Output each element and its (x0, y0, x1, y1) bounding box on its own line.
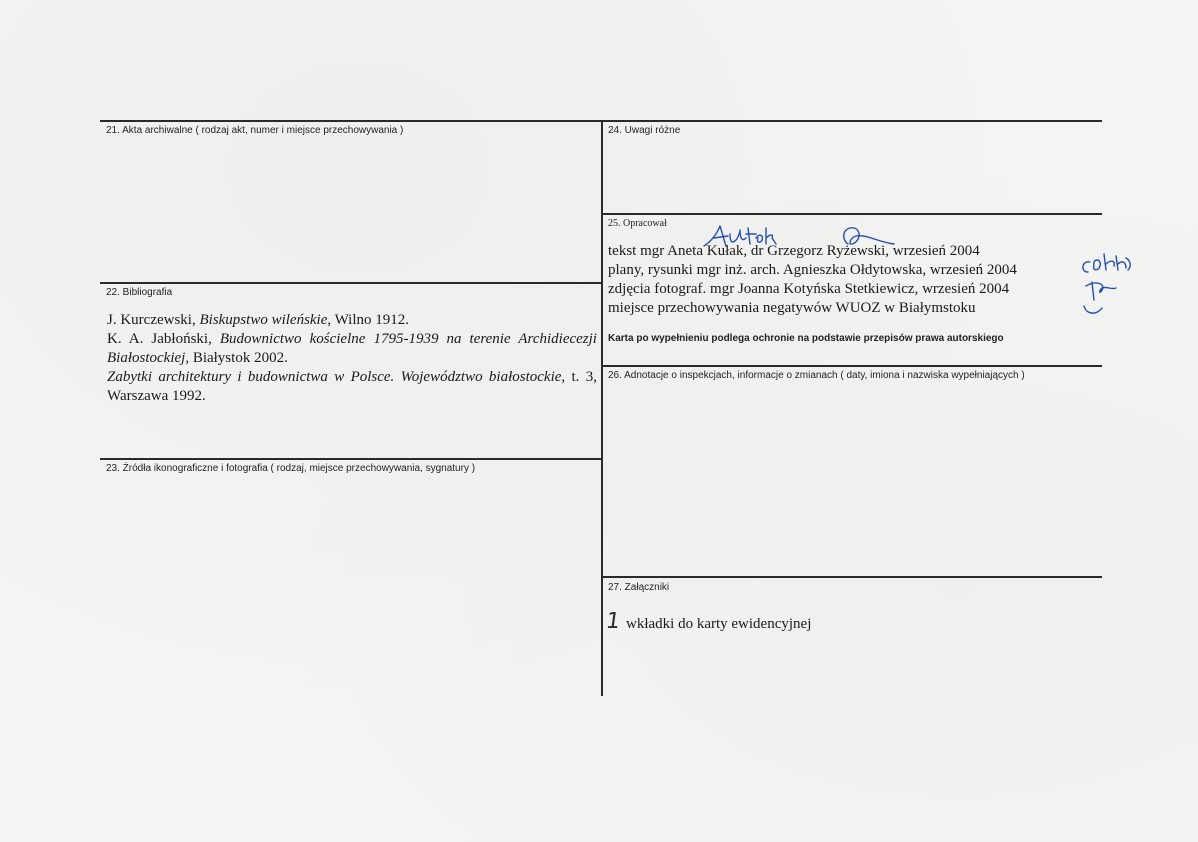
bibliography-list (107, 311, 597, 406)
section-23-title: 23. Źródła ikonograficzne i fotografia ( rodzaj, miejsce przechowywania, sygnatury ) (106, 463, 476, 474)
column-divider (601, 120, 603, 696)
signature-oldytowska (1076, 250, 1136, 320)
signature-ryzewski (838, 224, 898, 250)
attachment-text: wkładki do karty ewidencyjnej (626, 616, 812, 632)
section-27-title: 27. Załączniki (608, 582, 670, 593)
section-26-title: 26. Adnotacje o inspekcjach, informacje o zmianach ( daty, imiona i nazwiska wypełniających ) (608, 370, 1025, 381)
rule-s27-top (602, 576, 1102, 578)
section-22-title: 22. Bibliografia (106, 287, 173, 298)
rule-s26-top (602, 365, 1102, 367)
attachment-count: 1 (604, 609, 622, 634)
prepared-line-negatives: miejsce przechowywania negatywów WUOZ w Białymstoku (608, 300, 976, 316)
rule-s25-top (602, 213, 1102, 215)
prepared-line-drawings: plany, rysunki mgr inż. arch. Agnieszka Ołdytowska, wrzesień 2004 (608, 262, 1017, 278)
rule-s23-top (100, 458, 602, 460)
attachments-line (606, 609, 811, 634)
bibliography-entry: Zabytki architektury i budownictwa w Polsce. Województwo białostockie, t. 3, Warszawa 1992. (107, 369, 598, 404)
bibliography-entry: J. Kurczewski, Biskupstwo wileńskie, Wilno 1912. (107, 312, 410, 328)
copyright-notice: Karta po wypełnieniu podlega ochronie na podstawie przepisów prawa autorskiego (608, 333, 1004, 344)
signature-kulak (700, 222, 780, 250)
rule-s22-top (100, 282, 602, 284)
section-21-title: 21. Akta archiwalne ( rodzaj akt, numer i miejsce przechowywania ) (106, 125, 404, 136)
section-24-title: 24. Uwagi różne (608, 125, 681, 136)
bibliography-entry: K. A. Jabłoński, Budownictwo kościelne 1795-1939 na terenie Archidiecezji Białostockiej, Białystok 2002. (107, 331, 597, 366)
section-25-title: 25. Opracował (608, 218, 667, 229)
prepared-by-lines (608, 242, 1078, 318)
prepared-line-photos: zdjęcia fotograf. mgr Joanna Kotyńska Stetkiewicz, wrzesień 2004 (608, 281, 1010, 297)
prepared-line-text: tekst mgr Aneta Kułak, dr Grzegorz Ryżewski, wrzesień 2004 (608, 243, 980, 259)
